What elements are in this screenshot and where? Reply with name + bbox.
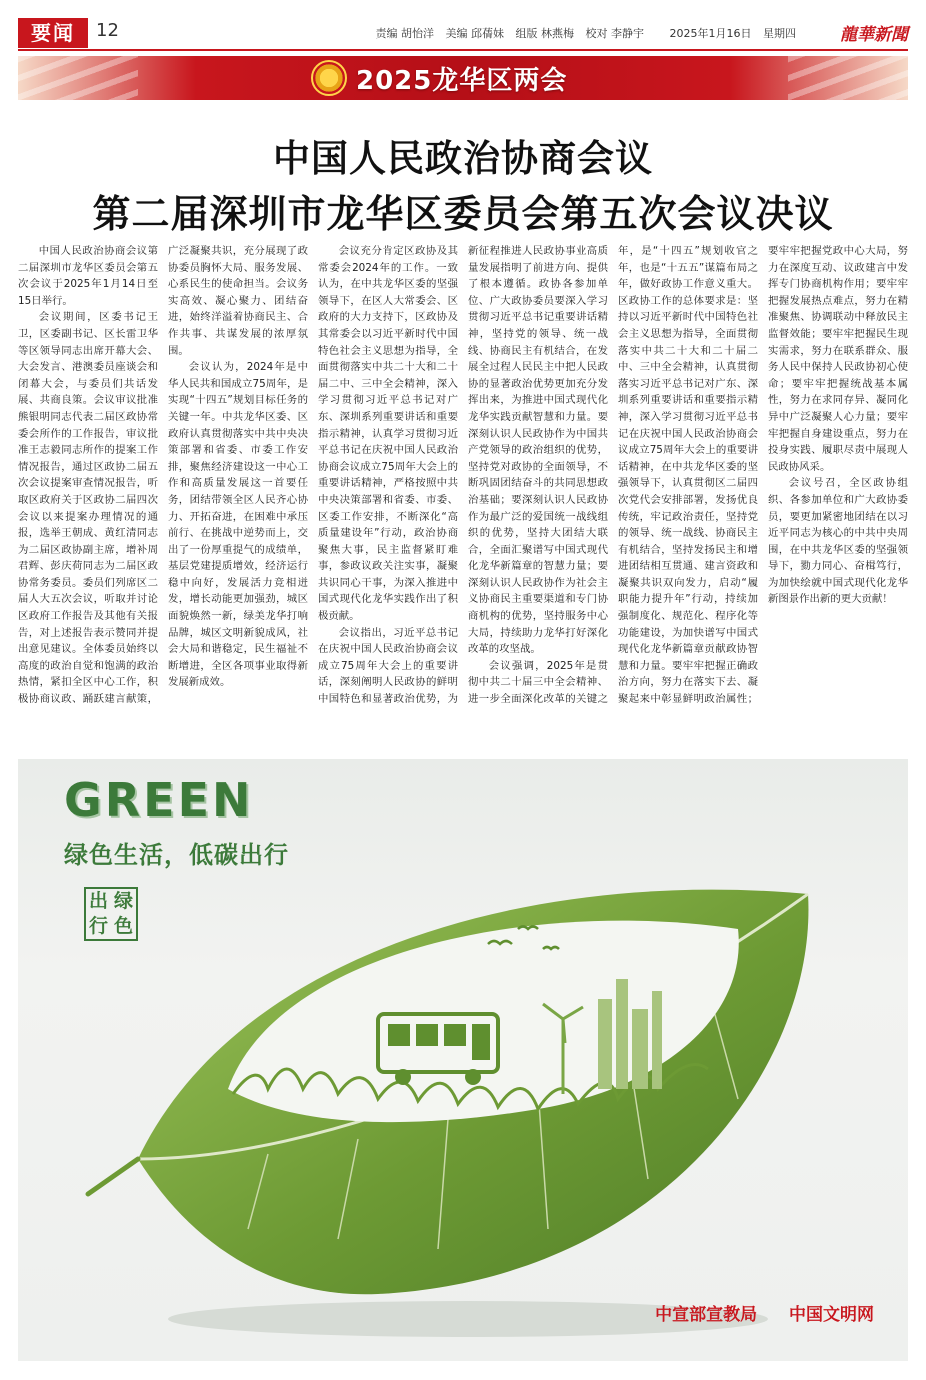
article-body (18, 243, 908, 743)
credit-civilization-net: 中国文明网 (789, 1305, 874, 1325)
seal-char: 色 (113, 915, 133, 937)
page-header (18, 18, 908, 48)
staff-credits (368, 25, 797, 41)
page-number: 12 (96, 20, 119, 41)
newspaper-logo: 龍華新聞 (840, 25, 908, 45)
section-banner (18, 56, 908, 100)
poster-slogan: 绿色生活，低碳出行 (64, 841, 289, 869)
poster-title: GREEN (64, 773, 254, 827)
poster-credits (629, 1300, 874, 1325)
section-tag: 要闻 (18, 18, 88, 48)
seal-char: 出 (88, 890, 108, 912)
green-travel-poster (18, 759, 908, 1361)
cppcc-emblem-icon (311, 60, 347, 96)
article-paragraph: 会议充分肯定区政协及其常委会2024年的工作。一致认为，在中共龙华区委的坚强领导下，在区人大常委会、区政府的大力支持下，区政协及其常委会以习近平新时代中国特色社会主义思想为指导，全面贯彻落实中共二十大和二十届二中、三中全会精神，深入学习贯彻习近平总书记对广东、深圳系列重要讲话和重要指示精神，认真学习贯彻习近平总书记在庆祝中国人民政治协商会议成立75周年大会上的重要讲话精神，严格按照中共中央决策部署和省委、市委、区委工作安排，不断深化“高质量建设年”行动，政治协商聚焦大事，民主监督紧盯难事，参政议政关注实事，凝聚共识同心干事，为深入推进中国式现代化龙华实践作出了积极贡献。 (318, 245, 458, 623)
headline-line-2: 第二届深圳市龙华区委员会第五次会议决议 (92, 192, 834, 236)
proofreader-credit: 校对 李静宇 (585, 27, 644, 40)
editor-credit: 责编 胡怡洋 (375, 27, 434, 40)
layout-credit: 组版 林燕梅 (515, 27, 574, 40)
seal-char: 绿 (113, 890, 133, 912)
seal-char: 行 (88, 915, 108, 937)
flag-decoration-left (18, 56, 138, 100)
designer-credit: 美编 邱蒨妹 (445, 27, 504, 40)
header-rule (18, 49, 908, 51)
issue-weekday: 星期四 (763, 27, 796, 40)
banner-title: 2025龙华区两会 (356, 66, 568, 96)
credit-propaganda-dept: 中宣部宣教局 (655, 1305, 758, 1325)
article-paragraph: 会议指出，习近平总书记在庆祝中国人民政治协商会议成立75周年大会上的重要讲话，深刻阐明人民政协的鲜明中国特色和显著政治优势，为新征程推进人民政协事业高质量发展指明了前进方向、提供了根本遵循。政协各参加单位、广大政协委员要深入学习贯彻习近平总书记重要讲话精神，坚持党的领导、统一战线、协商民主有机结合，在发展全过程人民民主中把人民政协的显著政治优势更加充分发挥出来，为推进中国式现代化龙华实践贡献智慧和力量。要深刻认识人民政协作为中国共产党领导的政治组织的优势，坚持党对政协的全面领导，不断巩固团结奋斗的共同思想政治基础；要深刻认识人民政协作为最广泛的爱国统一战线组织的优势，坚持大团结大联合，全面汇聚谱写中国式现代化龙华新篇章的智慧力量；要深刻认识人民政协作为社会主义协商民主重要渠道和专门协商机构的优势，坚持服务中心大局，持续助力龙华打好深化改革的攻坚战。 (318, 245, 608, 706)
article-paragraph: 会议号召，全区政协组织、各参加单位和广大政协委员，要更加紧密地团结在以习近平同志为核心的中共中央周围，在中共龙华区委的坚强领导下，勠力同心、奋楫笃行，为加快绘就中国式现代化龙华新图景作出新的更大贡献！ (768, 477, 908, 606)
article-paragraph: 会议强调，2025年是贯彻中共二十届三中全会精神、进一步全面深化改革的关键之年，是“十四五”规划收官之年，也是“十五五”谋篇布局之年，做好政协工作意义重大。区政协工作的总体要求是：坚持以习近平新时代中国特色社会主义思想为指导，全面贯彻落实中共二十大和二十届二中、三中全会精神，认真贯彻落实习近平总书记对广东、深圳系列重要讲话和重要指示精神，深入学习贯彻习近平总书记在庆祝中国人民政治协商会议成立75周年大会上的重要讲话精神，在中共龙华区委的坚强领导下，认真贯彻区二届四次党代会安排部署，发扬优良传统，牢记政治责任，坚持党的领导、统一战线、协商民主有机结合，坚持发扬民主和增进团结相互贯通、建言资政和凝聚共识双向发力，启动“履职能力提升年”行动，持续加强制度化、规范化、程序化等功能建设，为加快谱写中国式现代化龙华新篇章贡献政协智慧和力量。要牢牢把握正确政治方向，努力在落实下去、凝聚起来中彰显鲜明政治属性；要牢牢把握党政中心大局，努力在深度互动、议政建言中发挥专门协商机构作用；要牢牢把握发展热点难点，努力在精准聚焦、协调联动中释放民主监督效能；要牢牢把握民生现实需求，努力在联系群众、服务人民中保持人民政协初心使命；要牢牢把握统战基本属性，努力在求同存异、凝同化异中广泛凝聚人心力量；要牢牢把握自身建设重点，努力在投身实践、履职尽责中展现人民政协风采。 (468, 245, 908, 706)
green-travel-seal (84, 887, 138, 941)
issue-date: 2025年1月16日 (669, 27, 752, 40)
flag-decoration-right (788, 56, 908, 100)
article-paragraph: 中国人民政治协商会议第二届深圳市龙华区委员会第五次会议于2025年1月14日至15日举行。 (18, 245, 158, 307)
article-paragraph: 会议期间，区委书记王卫，区委副书记、区长雷卫华等区领导同志出席开幕大会、大会发言、港澳委员座谈会和闭幕大会，与委员们共话发展、共商良策。会议审议批准熊银明同志代表二届区政协常委会所作的工作报告，审议批准王志毅同志所作的提案工作情况报告，通过区政协二届五次会议提案审查情况报告，听取区政府关于区政协二届四次会议以来提案办理情况的通报，选举王朝成、黄红清同志为二届区政协副主席，增补周君辉、彭庆荷同志为二届区政协常务委员。委员们列席区二届人大五次会议，听取并讨论区政府工作报告及其他有关报告，对上述报告表示赞同并提出意见建议。全体委员始终以高度的政治自觉和饱满的政治热情，紧扣全区中心工作，积极协商议政、踊跃建言献策，广泛凝聚共识，充分展现了政协委员胸怀大局、服务发展、心系民生的使命担当。会议务实高效、凝心聚力、团结奋进，始终洋溢着协商民主、合作共事、共谋发展的浓厚氛围。 (18, 245, 308, 706)
leaf-stem (88, 1159, 138, 1194)
headline-line-1: 中国人民政治协商会议 (273, 137, 653, 180)
article-paragraph: 会议认为，2024年是中华人民共和国成立75周年，是实现“十四五”规划目标任务的关键一年。中共龙华区委、区政府认真贯彻落实中共中央决策部署和省委、市委工作安排，聚焦经济建设这一中心工作和高质量发展这一首要任务，团结带领全区人民齐心协力、开拓奋进，在困难中承压前行、在挑战中逆势而上，交出了一份厚重提气的成绩单，基层党建提质增效，经济运行稳中向好，发展活力竞相迸发，增长动能更加强劲，城区面貌焕然一新，绿美龙华打响品牌，城区文明新貌成风，社会大局和谐稳定，民生福祉不断增进，全区各项事业取得新发展新成效。 (168, 361, 308, 689)
